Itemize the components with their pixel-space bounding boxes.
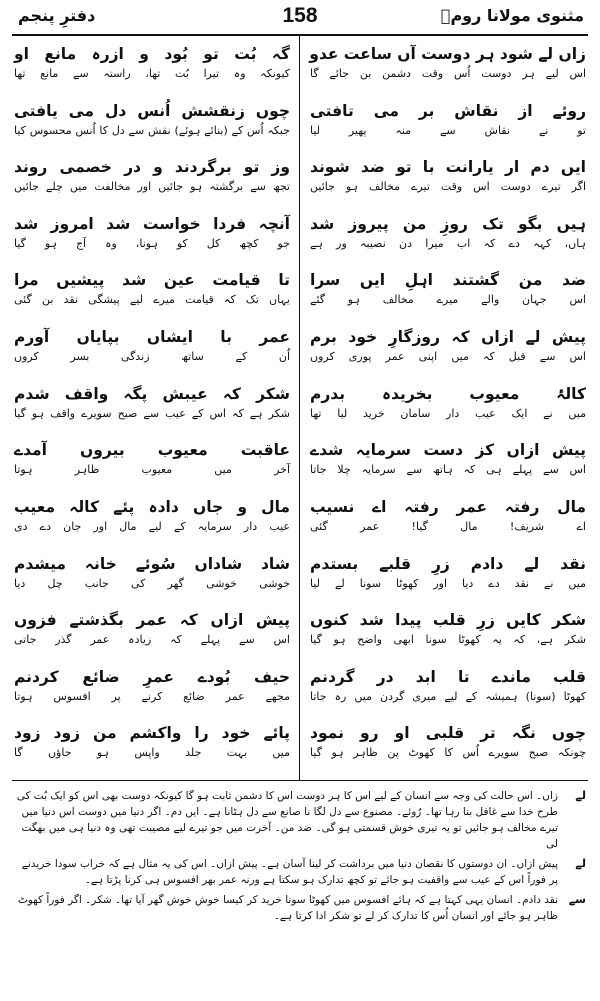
translation-line: اگر تیرے دوست اس وقت تیرے مخالف ہو جائیں (310, 180, 586, 194)
couplet (310, 608, 586, 647)
verse-line: چوں زنقشش اُنس دل می یافتی (14, 101, 290, 120)
verse-line: شکر کایں زرِ قلب پیدا شد کنوں (310, 611, 586, 630)
couplet (14, 155, 290, 194)
translation-line: میں نے نقد دے دیا اور کھوٹا سونا لے لیا (310, 576, 586, 590)
footnote-marker: لے (575, 789, 586, 802)
right-column (310, 42, 586, 778)
translation-line: تو نے نقاش سے منہ پھیر لیا (310, 123, 586, 137)
couplet (310, 155, 586, 194)
translation-line: تجھ سے برگشتہ ہو جائیں اور مخالفت میں چلے جائیں (14, 180, 290, 194)
translation-line: آخر میں معیوب ظاہر ہوتا (14, 463, 290, 477)
translation-line: اس سے پہلے ہی کہ ہاتھ سے سرمایہ چلا جاتا (310, 463, 586, 477)
verse-line: حیف بُودے عمرِ ضائع کردنم (14, 667, 290, 686)
verse-line: مال رفتہ عمر رفتہ اے نسیب (310, 497, 586, 516)
couplet (14, 665, 290, 704)
footnotes (14, 788, 588, 928)
column-divider (299, 36, 300, 780)
translation-line: اس لیے ہر دوست اُس وقت دشمن بن جائے گا (310, 67, 586, 80)
couplet (14, 438, 290, 477)
couplet (14, 608, 290, 647)
translation-line: اس سے پہلے کہ زیادہ عمر گذر جاتی (14, 633, 290, 647)
translation-line: خوشی خوشی گھر کی جانب چل دیا (14, 576, 290, 590)
verse-line: شاد شاداں سُوئے خانہ میشدم (14, 554, 290, 573)
couplet (14, 382, 290, 421)
verse-line: پیش لے ازاں کہ روزگارِ خود برم (310, 328, 586, 347)
left-column (14, 42, 290, 778)
translation-line: شکر ہے، کہ یہ کھوٹا سونا ابھی واضح ہو گیا (310, 633, 586, 647)
verse-line: آنچہ فردا خواست شد امروز شد (14, 214, 290, 233)
verse-line: گہ بُت تو بُود و ازرہ مانع او (14, 45, 290, 63)
verse-line: عمر با ایشاں بپایاں آورم (14, 328, 290, 347)
footnote-text: نقد دادم۔ انسان یہی کہتا ہے کہ ہائے افسوس میں کھوٹا سونا خرید کر کیسا خوش خوش گھر آیا تھا۔ شکر۔ اگر فوراً کھوٹ ظاہر ہو جائے اور انسان اُس کا تدارک کر لے تو شکر ادا کرتا ہے۔ (17, 894, 558, 922)
translation-line: اے شریف! مال گیا! عمر گئی (310, 519, 586, 533)
couplet (310, 325, 586, 364)
translation-line: عیب دار سرمایہ کے لیے مال اور جان دے دی (14, 519, 290, 533)
translation-line: اس سے قبل کہ میں اپنی عمر پوری کروں (310, 350, 586, 364)
verse-line: پیش ازاں کز دست سرمایہ شدے (310, 441, 586, 460)
couplet (14, 495, 290, 534)
footnote-text: زاں۔ اس حالت کی وجہ سے انسان کے لیے اس کا ہر دوست اس کا دشمن ثابت ہو گا کیونکہ دوست بھی اس کو ایک بُت کی طرح خدا سے غافل بنا رہا تھا۔ رُوئے۔ مصنوع سے دل لگا نا صانع سے دل ہٹانا ہے۔ ایں دم۔ اگر دنیا میں دوست اس دنیا میں تیرے مخالف ہو جائیں تو یہ تیری خوش قسمتی ہو گی۔ ضد من۔ آخرت میں جو تیرے لیے مصیبت تھی وہ دنیا ہی میں بھگت لی (16, 790, 558, 850)
couplet (310, 99, 586, 138)
couplet (310, 438, 586, 477)
couplet (14, 42, 290, 81)
verse-line: عاقبت معیوب بیروں آمدے (14, 441, 290, 460)
verse-line: مال و جاں دادہ پئے کالہ معیب (14, 497, 290, 516)
couplet (14, 268, 290, 307)
verse-line: ضد من گشتند اہلِ ایں سرا (310, 271, 586, 290)
book-title: مثنوی مولانا رومؒ (440, 6, 584, 25)
footnote (14, 856, 588, 888)
couplet (14, 552, 290, 591)
translation-line: شکر ہے کہ اس کے عیب سے صبح سویرے واقف ہو گیا (14, 406, 290, 420)
translation-line: جبکہ اُس کے (بنائے ہوئے) نقش سے دل کا اُنس محسوس کیا (14, 123, 290, 137)
footnote (14, 788, 588, 852)
verse-line: روئے از نقاش بر می تافتی (310, 101, 586, 120)
page-number: 158 (282, 4, 318, 27)
verse-line: کالۂ معیوب بخریدہ بدرم (310, 384, 586, 403)
volume-title: دفترِ پنجم (18, 6, 96, 25)
translation-line: میں بہت جلد واپس ہو جاؤں گا (14, 746, 290, 760)
verse-line: شکر کہ عیبش پگہ واقف شدم (14, 384, 290, 403)
couplet (310, 665, 586, 704)
couplet (310, 721, 586, 760)
couplet (310, 42, 586, 81)
verse-line: قلب ماندے تا ابد در گردنم (310, 667, 586, 686)
couplet (14, 325, 290, 364)
translation-line: اس جہان والے میرے مخالف ہو گئے (310, 293, 586, 307)
page-header (14, 2, 586, 32)
translation-line: ہاں، کہہ دے کہ اب میرا دن نصیبہ ور ہے (310, 236, 586, 250)
verse-line: نقد لے دادم زرِ قلبے بستدم (310, 554, 586, 573)
header-rule (12, 34, 588, 36)
translation-line: کیونکہ وہ تیرا بُت تھا، راستہ سے مانع تھا (14, 67, 290, 80)
couplet (14, 721, 290, 760)
couplet (310, 268, 586, 307)
translation-line: چونکہ صبح سویرے اُس کا کھوٹ پن ظاہر ہو گیا (310, 746, 586, 760)
couplet (310, 382, 586, 421)
verse-line: ہیں بگو تک روزِ من پیروز شد (310, 214, 586, 233)
verse-line: زاں لے شود ہر دوست آں ساعت عدو (309, 45, 586, 63)
verse-line: چوں نگہ تر قلبی او رو نمود (310, 724, 586, 743)
verse-line: پائے خود را واکشم من زود زود (14, 724, 290, 743)
verse-line: تا قیامت عین شد پیشیں مرا (14, 271, 290, 290)
verse-line: وز تو برگردند و در خصمی روند (14, 158, 290, 177)
translation-line: جو کچھ کل کو ہونا، وہ آج ہو گیا (14, 236, 290, 250)
couplet (310, 552, 586, 591)
footnote-marker: سے (568, 893, 586, 906)
verse-line: ایں دم ار یارانت با تو ضد شوند (310, 158, 586, 177)
footnote-text: پیش ازاں۔ ان دوستوں کا نقصان دنیا میں برداشت کر لینا آسان ہے۔ پیش ازاں۔ اس کی یہ مثال ہے کہ خراب سودا خریدنے پر فوراً اس کے عیب سے واقفیت ہو جائے تو کچھ تدارک ہو سکتا ہے ورنہ عمر بھر افسوس ہی کرنا پڑتا ہے۔ (21, 858, 558, 886)
translation-line: میں نے ایک عیب دار سامان خرید لیا تھا (310, 406, 586, 420)
translation-line: مجھے عمر ضائع کرنے پر افسوس ہوتا (14, 689, 290, 703)
translation-line: یہاں تک کہ قیامت میرے لیے پیشگی نقد بن گئی (14, 293, 290, 307)
translation-line: کھوٹا (سونا) ہمیشہ کے لیے میری گردن میں رہ جاتا (310, 689, 586, 703)
couplet (310, 212, 586, 251)
couplet (14, 212, 290, 251)
footnote-rule (12, 780, 588, 781)
translation-line: اُن کے ساتھ زندگی بسر کروں (14, 350, 290, 364)
footnote (14, 892, 588, 924)
verse-line: پیش ازاں کہ عمر بگذشتے فزوں (14, 611, 290, 630)
couplet (14, 99, 290, 138)
couplet (310, 495, 586, 534)
footnote-marker: لے (575, 857, 586, 870)
